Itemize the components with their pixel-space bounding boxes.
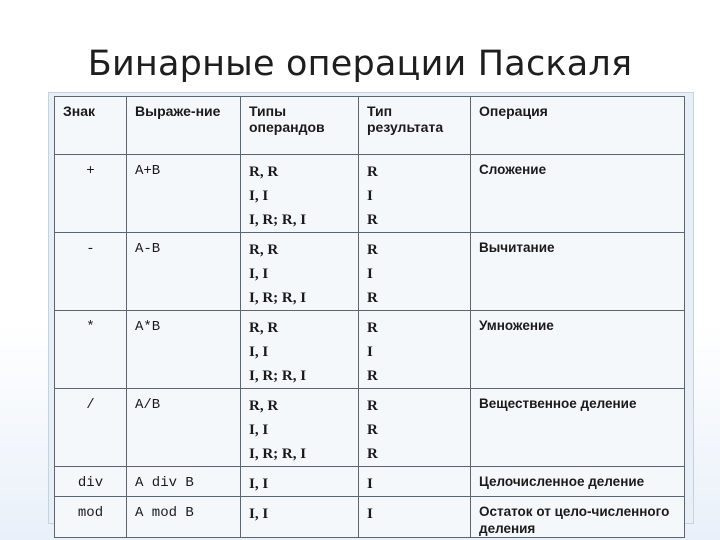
header-expression: Выраже-ние (127, 97, 241, 155)
result-type-line: I (367, 476, 373, 492)
table-header-row (55, 97, 685, 155)
operand-types-cell (241, 497, 359, 538)
operand-type-line: R, R (249, 164, 279, 180)
operand-types-cell (241, 233, 359, 311)
result-type-line: R (367, 164, 378, 180)
result-type-line: R (367, 368, 378, 384)
table-row (55, 155, 685, 233)
operand-types-cell (241, 389, 359, 467)
operand-types-cell (241, 155, 359, 233)
sign-cell: mod (55, 497, 127, 538)
expression-cell: A-B (127, 233, 241, 311)
expression-cell: A div B (127, 467, 241, 497)
result-type-cell (359, 155, 471, 233)
operand-type-line: R, R (249, 398, 279, 414)
operand-type-line: R, R (249, 320, 279, 336)
result-type-line: I (367, 188, 373, 204)
sign-cell: div (55, 467, 127, 497)
result-type-line: R (367, 242, 378, 258)
expression-cell: A mod B (127, 497, 241, 538)
result-type-cell (359, 467, 471, 497)
result-type-line: R (367, 446, 378, 462)
result-type-cell (359, 389, 471, 467)
result-type-line: R (367, 290, 378, 306)
result-type-cell (359, 497, 471, 538)
operation-cell: Умножение (471, 311, 685, 389)
header-sign: Знак (55, 97, 127, 155)
operand-type-line: I, R; R, I (249, 290, 307, 306)
expression-cell: A+B (127, 155, 241, 233)
result-type-line: R (367, 398, 378, 414)
table-row (55, 233, 685, 311)
binary-operations-table (54, 96, 685, 538)
result-type-line: I (367, 344, 373, 360)
operand-type-line: I, I (249, 422, 269, 438)
table-row (55, 497, 685, 538)
operand-type-line: I, I (249, 266, 269, 282)
operation-cell: Вычитание (471, 233, 685, 311)
operand-type-line: I, I (249, 344, 269, 360)
header-result-type: Тип результата (359, 97, 471, 155)
sign-cell: - (55, 233, 127, 311)
result-type-line: I (367, 506, 373, 522)
result-type-cell (359, 311, 471, 389)
sign-cell: * (55, 311, 127, 389)
operand-type-line: I, R; R, I (249, 212, 307, 228)
result-type-cell (359, 233, 471, 311)
operand-type-line: I, R; R, I (249, 368, 307, 384)
sign-cell: + (55, 155, 127, 233)
operand-types-cell (241, 311, 359, 389)
operand-type-line: I, I (249, 476, 269, 492)
table-row (55, 311, 685, 389)
operand-type-line: I, I (249, 506, 269, 522)
result-type-line: I (367, 266, 373, 282)
header-operation: Операция (471, 97, 685, 155)
operand-type-line: I, I (249, 188, 269, 204)
sign-cell: / (55, 389, 127, 467)
result-type-line: R (367, 320, 378, 336)
result-type-line: R (367, 212, 378, 228)
expression-cell: A/B (127, 389, 241, 467)
operation-cell: Вещественное деление (471, 389, 685, 467)
expression-cell: A*B (127, 311, 241, 389)
operation-cell: Сложение (471, 155, 685, 233)
operand-type-line: R, R (249, 242, 279, 258)
operand-types-cell (241, 467, 359, 497)
slide-title: Бинарные операции Паскаля (87, 44, 633, 84)
header-operand-types: Типы операндов (241, 97, 359, 155)
operation-cell: Целочисленное деление (471, 467, 685, 497)
operand-type-line: I, R; R, I (249, 446, 307, 462)
table-row (55, 389, 685, 467)
table-row (55, 467, 685, 497)
result-type-line: R (367, 422, 378, 438)
operation-cell: Остаток от цело-численного деления (471, 497, 685, 538)
